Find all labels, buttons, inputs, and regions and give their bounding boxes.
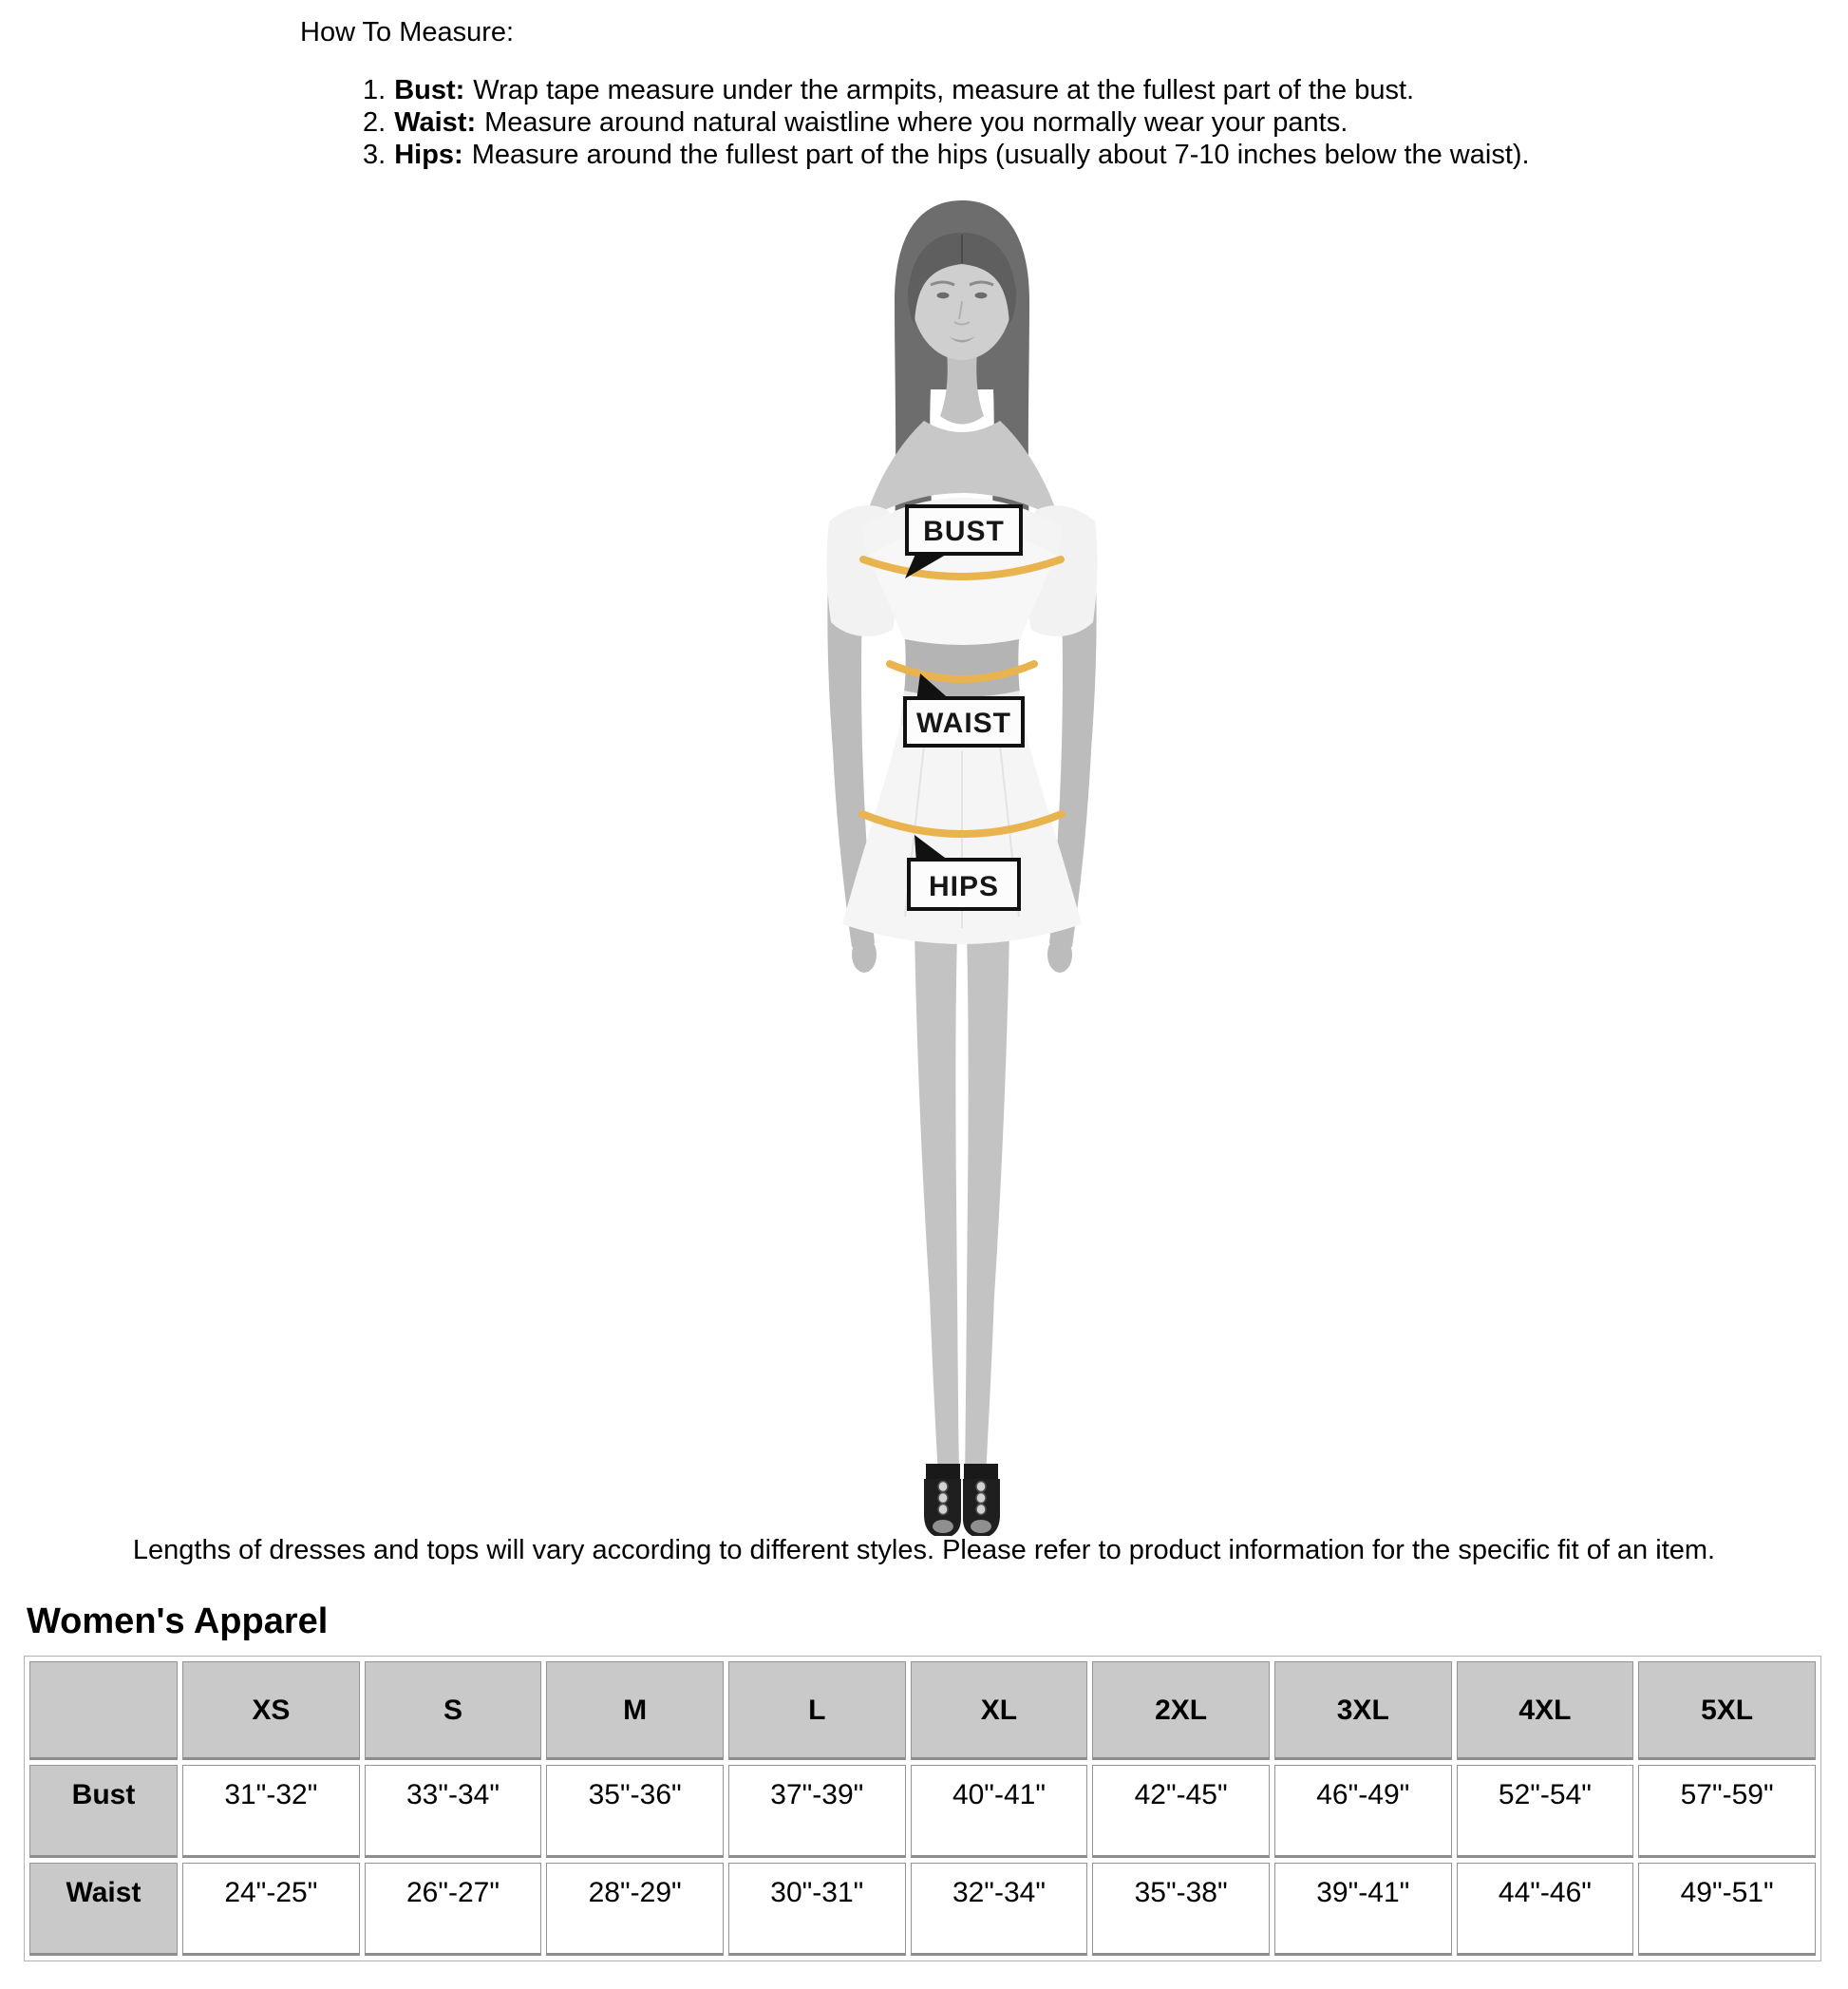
left-shoe <box>924 1464 961 1536</box>
waist-value-4xl: 44"-46" <box>1457 1863 1634 1956</box>
bust-row <box>29 1765 1816 1858</box>
bust-value-xl: 40"-41" <box>911 1765 1088 1858</box>
step-text: Measure around natural waistline where you normally wear your pants. <box>484 107 1348 138</box>
step-text: Wrap tape measure under the armpits, measure at the fullest part of the bust. <box>473 75 1415 105</box>
fit-note: Lengths of dresses and tops will vary according to different styles. Please refer to product information for the specific fit of an item. <box>132 1535 1716 1565</box>
bust-label: BUST <box>923 516 1005 547</box>
hips-label: HIPS <box>928 871 1000 902</box>
bust-value-5xl: 57"-59" <box>1638 1765 1816 1858</box>
bust-value-s: 33"-34" <box>365 1765 542 1858</box>
measure-step-waist <box>363 106 1530 139</box>
bust-value-4xl: 52"-54" <box>1457 1765 1634 1858</box>
step-text: Measure around the fullest part of the hips (usually about 7-10 inches below the waist). <box>471 140 1530 170</box>
waist-value-xs: 24"-25" <box>182 1863 360 1956</box>
column-header-xs: XS <box>182 1661 360 1760</box>
column-header-xl: XL <box>911 1661 1088 1760</box>
column-header-l: L <box>728 1661 906 1760</box>
bust-value-m: 35"-36" <box>546 1765 724 1858</box>
measure-steps-list <box>363 74 1530 171</box>
model-figure-illustration <box>772 195 1152 1536</box>
step-number: 3. <box>363 140 387 170</box>
measure-step-bust <box>363 74 1530 106</box>
left-eye <box>937 293 950 298</box>
row-label-waist: Waist <box>29 1863 178 1956</box>
waist-value-3xl: 39"-41" <box>1274 1863 1452 1956</box>
column-header-2xl: 2XL <box>1092 1661 1270 1760</box>
waist-value-m: 28"-29" <box>546 1863 724 1956</box>
column-header-5xl: 5XL <box>1638 1661 1816 1760</box>
right-hand <box>1047 937 1072 973</box>
corner-cell <box>29 1661 178 1760</box>
column-header-m: M <box>546 1661 724 1760</box>
womens-apparel-size-table <box>24 1656 1821 1961</box>
model-measurement-figure <box>772 195 1152 1536</box>
right-shoe <box>963 1464 1000 1536</box>
step-label: Waist: <box>394 107 477 138</box>
step-number: 1. <box>363 75 387 105</box>
waist-row <box>29 1863 1816 1956</box>
step-label: Bust: <box>394 75 465 105</box>
how-to-measure-title: How To Measure: <box>300 17 515 47</box>
left-hand <box>852 937 877 973</box>
waist-value-2xl: 35"-38" <box>1092 1863 1270 1956</box>
step-number: 2. <box>363 107 387 138</box>
right-leg <box>965 926 1009 1477</box>
waist-value-s: 26"-27" <box>365 1863 542 1956</box>
column-header-3xl: 3XL <box>1274 1661 1452 1760</box>
right-eye <box>975 293 988 298</box>
column-header-4xl: 4XL <box>1457 1661 1634 1760</box>
bust-value-xs: 31"-32" <box>182 1765 360 1858</box>
left-leg <box>915 926 959 1477</box>
measure-step-hips <box>363 139 1530 171</box>
row-label-bust: Bust <box>29 1765 178 1858</box>
bust-value-l: 37"-39" <box>728 1765 906 1858</box>
waist-value-l: 30"-31" <box>728 1863 906 1956</box>
size-table-header-row <box>29 1661 1816 1760</box>
step-label: Hips: <box>394 140 463 170</box>
waist-label: WAIST <box>916 708 1011 739</box>
waist-value-5xl: 49"-51" <box>1638 1863 1816 1956</box>
bust-value-2xl: 42"-45" <box>1092 1765 1270 1858</box>
bust-value-3xl: 46"-49" <box>1274 1765 1452 1858</box>
waist-value-xl: 32"-34" <box>911 1863 1088 1956</box>
womens-apparel-heading: Women's Apparel <box>27 1601 329 1641</box>
column-header-s: S <box>365 1661 542 1760</box>
